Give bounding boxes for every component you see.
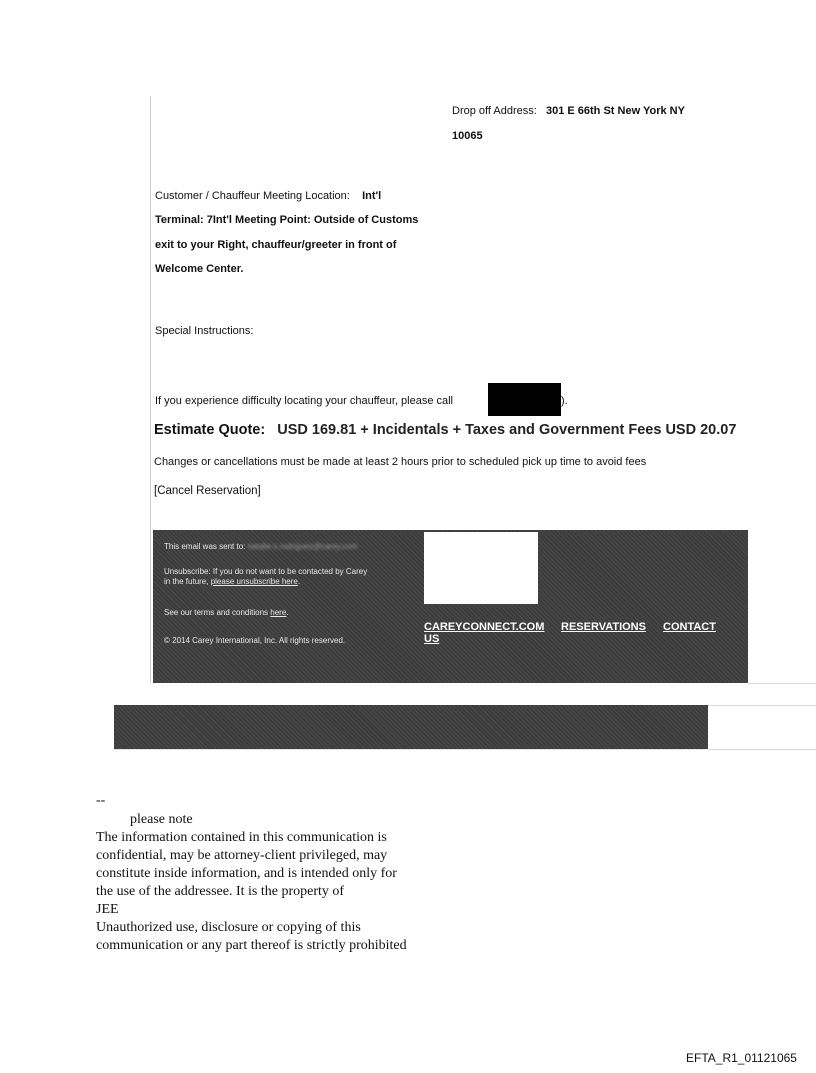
unsubscribe-line-2 [164,577,300,587]
meeting-label: Customer / Chauffeur Meeting Location: [155,190,350,202]
dropoff-row [452,105,685,117]
disclaimer-line-6: Unauthorized use, disclosure or copying of this [96,920,361,935]
terms-link[interactable]: here [270,608,287,617]
meeting-value-3: exit to your Right, chauffeur/greeter in front of [155,239,397,251]
disclaimer-line-5: JEE [96,902,119,917]
cancel-reservation-link[interactable]: [Cancel Reservation] [154,485,261,497]
banner-underline [114,749,708,750]
estimate-quote [154,422,736,438]
email-footer [153,530,748,683]
content-left-border [150,96,151,684]
meeting-value-4: Welcome Center. [155,263,244,275]
meeting-value-2: Terminal: 7Int'l Meeting Point: Outside of Customs [155,214,419,226]
estimate-label: Estimate Quote: [154,422,266,438]
difficulty-text: If you experience difficulty locating your chauffeur, please call [155,395,453,407]
difficulty-tail: ). [561,395,568,407]
nav-contact[interactable]: CONTACT [663,621,716,633]
disclaimer-line-3: constitute inside information, and is intended only for [96,866,397,881]
terms-suffix: . [286,608,289,617]
nav-careyconnect[interactable]: CAREYCONNECT.COM [424,621,545,633]
disclaimer-line-4: the use of the addressee. It is the property of [96,884,345,899]
disclaimer-line-1: The information contained in this communication is [96,830,387,845]
dropoff-zip: 10065 [452,130,483,142]
signature-dashes: -- [96,793,106,808]
banner-bottom-line [708,749,816,750]
sent-to-label: This email was sent to: [164,542,246,551]
meeting-row [155,190,381,202]
unsubscribe-suffix: . [297,577,301,586]
bottom-banner [114,705,708,749]
please-note: please note [130,812,193,827]
unsubscribe-prefix: in the future, [164,577,211,586]
document-stamp: EFTA_R1_01121065 [686,1051,797,1065]
dropoff-label: Drop off Address: [452,105,537,117]
footer-divider [748,683,816,684]
dropoff-address: 301 E 66th St New York NY [545,105,685,117]
meeting-value-1: Int'l [362,190,382,202]
copyright: © 2014 Carey International, Inc. All rights reserved. [164,636,346,645]
estimate-value: USD 169.81 + Incidentals + Taxes and Government Fees USD 20.07 [277,422,737,438]
nav-contact-wrap[interactable]: US [424,633,440,645]
disclaimer-line-7: communication or any part thereof is strictly prohibited [96,938,407,953]
nav-reservations[interactable]: RESERVATIONS [561,621,646,633]
sent-to-email: natalie.s.rodriguez@carey.com [247,542,358,551]
terms-prefix: See our terms and conditions [164,608,271,617]
banner-top-line [708,705,816,706]
unsubscribe-line-1: Unsubscribe: If you do not want to be contacted by Carey [164,567,368,576]
special-instructions-label: Special Instructions: [155,325,254,337]
disclaimer-line-2: confidential, may be attorney-client privileged, may [96,848,388,863]
terms-row [164,608,289,618]
carey-logo-placeholder [424,532,538,604]
sent-to-row [164,542,357,552]
changes-note: Changes or cancellations must be made at least 2 hours prior to scheduled pick up time to avoid fees [154,456,647,468]
unsubscribe-link[interactable]: please unsubscribe here [210,577,298,586]
redaction-phone [488,383,561,416]
